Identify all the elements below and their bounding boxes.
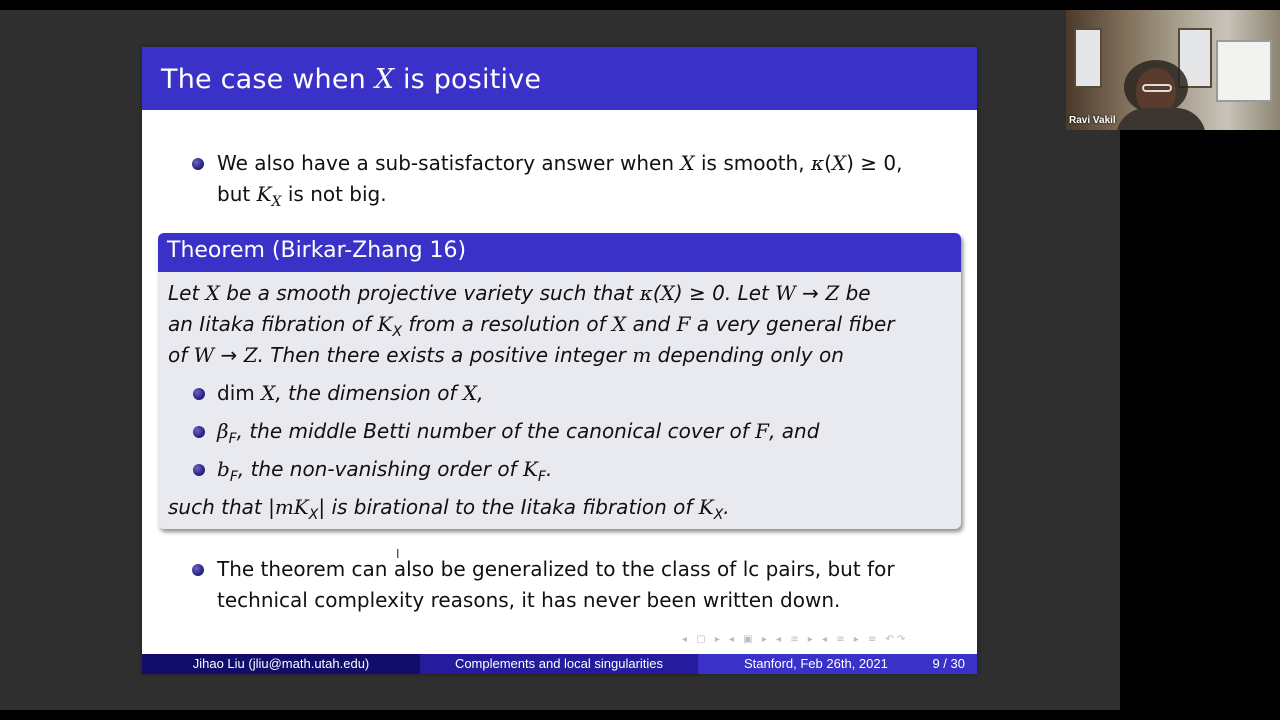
footer-page-number: 9 / 30 [932, 656, 965, 671]
bullet-icon [193, 388, 205, 400]
theorem-line2: an Iitaka fibration of $K_X$ from a resolution of X and F a very general fiber [168, 312, 895, 340]
bullet1-line1: We also have a sub-satisfactory answer when X is smooth, κ(X) ≥ 0, [217, 151, 903, 175]
footer-right [698, 654, 977, 674]
bullet-icon [192, 158, 204, 170]
slide-title: The case when X is positive [161, 64, 542, 95]
theorem-line1: Let X be a smooth projective variety such that κ(X) ≥ 0. Let W → Z be [168, 281, 871, 305]
text-cursor-icon: I [396, 547, 400, 561]
theorem-block [158, 233, 961, 529]
video-whiteboard [1216, 40, 1272, 102]
theorem-item3: $b_F$, the non-vanishing order of $K_F$. [217, 457, 553, 485]
presentation-slide [142, 47, 977, 674]
beamer-navigation-icons[interactable]: ◂ ▢ ▸ ◂ ▣ ▸ ◂ ≡ ▸ ◂ ≡ ▸ ≡ ↶↷ [682, 634, 909, 645]
theorem-item2: $\beta_F$, the middle Betti number of the canonical cover of F, and [217, 419, 820, 447]
participant-video-tile[interactable] [1066, 10, 1280, 130]
bullet2-line2: technical complexity reasons, it has never been written down. [217, 588, 841, 612]
theorem-item1: dim X, the dimension of X, [217, 381, 484, 405]
bullet-icon [193, 426, 205, 438]
footer-talk-title: Complements and local singularities [420, 654, 698, 674]
bullet2-line1: The theorem can also be generalized to the class of lc pairs, but for [217, 557, 895, 581]
video-person-glasses [1142, 84, 1172, 92]
video-window-left [1074, 28, 1102, 88]
theorem-header [158, 233, 961, 272]
theorem-title: Theorem (Birkar-Zhang 16) [167, 238, 467, 263]
bullet1-line2: but $K_X$ is not big. [217, 182, 387, 210]
participant-name: Ravi Vakil [1069, 115, 1116, 126]
theorem-conclusion: such that $|mK_X|$ is birational to the Iitaka fibration of $K_X$. [168, 495, 730, 523]
bullet-icon [192, 564, 204, 576]
slide-footer [142, 654, 977, 674]
theorem-line3: of W → Z. Then there exists a positive integer m depending only on [168, 343, 844, 367]
footer-author: Jihao Liu (jliu@math.utah.edu) [142, 654, 420, 674]
slide-header [142, 47, 977, 110]
footer-event: Stanford, Feb 26th, 2021 [744, 656, 888, 671]
bullet-icon [193, 464, 205, 476]
